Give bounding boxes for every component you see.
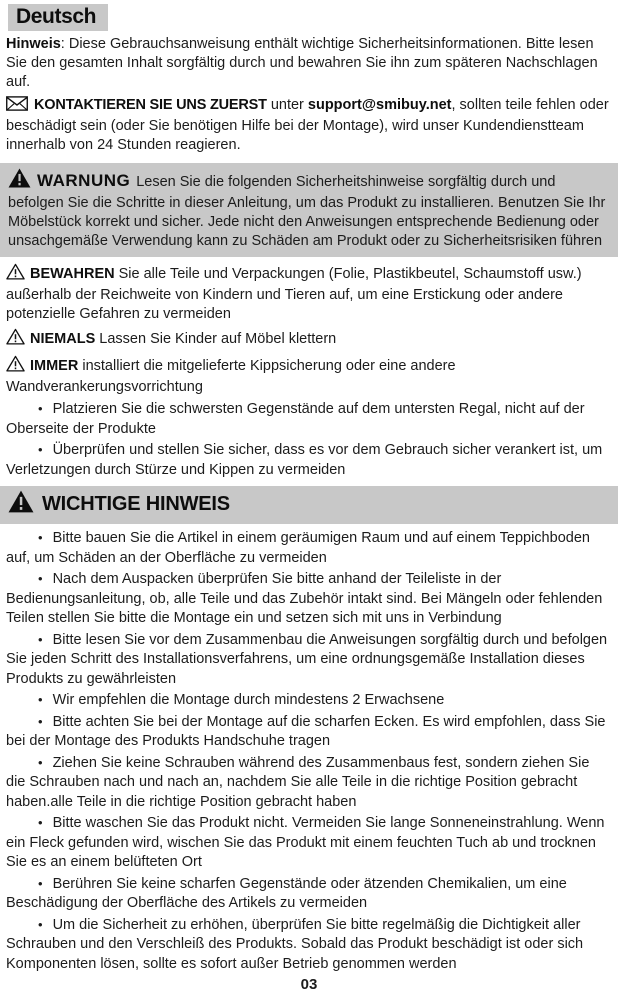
important-bullet-text: Um die Sicherheit zu erhöhen, überprüfen Sie bitte regelmäßig die Dichtigkeit aller Schrauben und den Verschleiß des Produkts. Sobald das Produkt beschädigt ist oder sich Komponenten lösen, sollte es sofort außer Betrieb genommen werden xyxy=(6,916,584,972)
important-bullet-text: Berühren Sie keine scharfen Gegenstände oder ätzenden Chemikalien, um eine Beschädigung der Oberfläche des Artikels zu vermeiden xyxy=(6,875,567,911)
important-bullet xyxy=(6,690,612,711)
safety-item-text: Lassen Sie Kinder auf Möbel klettern xyxy=(95,331,337,347)
language-header: Deutsch xyxy=(8,4,108,31)
safety-item-bewahren xyxy=(6,263,612,324)
bullet-icon: • xyxy=(38,754,43,770)
notice-label: Hinweis xyxy=(6,36,61,52)
important-bullet-text: Bitte lesen Sie vor dem Zusammenbau die Anweisungen sorgfältig durch und befolgen Sie jeden Schritt des Installationsverfahrens, um eine ordnungsgemäße Installation dieses Produkts zu gewährleisten xyxy=(6,631,608,687)
warning-triangle-icon xyxy=(8,168,31,194)
important-bullet-text: Bitte bauen Sie die Artikel in einem geräumigen Raum und auf einem Teppichboden auf, um Schäden an der Oberfläche zu vermeiden xyxy=(6,530,590,566)
safety-bullet xyxy=(6,399,612,439)
bullet-icon: • xyxy=(38,401,43,416)
bullet-icon: • xyxy=(38,713,43,729)
important-notes-header xyxy=(0,486,618,524)
important-bullet xyxy=(6,569,612,629)
contact-email: support@smibuy.net xyxy=(307,97,452,113)
bullet-icon: • xyxy=(38,530,43,545)
important-notes-title: WICHTIGE HINWEIS xyxy=(42,493,230,515)
warning-title: WARNUNG xyxy=(37,171,131,190)
contact-paragraph xyxy=(6,96,612,155)
warning-triangle-icon xyxy=(8,490,34,519)
important-bullet xyxy=(6,753,612,813)
important-bullet xyxy=(6,813,612,873)
important-bullet-text: Bitte waschen Sie das Produkt nicht. Vermeiden Sie lange Sonneneinstrahlung. Wenn ein Fleck gefunden wird, wischen Sie das Produkt mit einem feuchten Tuch ab und trocknen Sie es an einem belüfteten Ort xyxy=(6,815,605,870)
bullet-icon: • xyxy=(38,875,43,891)
caution-triangle-icon xyxy=(6,328,25,351)
important-bullet xyxy=(6,712,612,752)
important-bullet-text: Ziehen Sie keine Schrauben während des Zusammenbaus fest, sondern ziehen Sie die Schrauben nach und nach an, nachdem Sie alle Teile in die richtige Position gebracht haben.alle Teile in die richtige Position gebracht haben xyxy=(6,754,590,810)
caution-triangle-icon xyxy=(6,263,25,286)
bullet-icon: • xyxy=(38,442,43,457)
safety-item-label: NIEMALS xyxy=(30,331,96,347)
contact-rest: , sollten teile fehlen oder beschädigt sein (oder Sie benötigen Hilfe bei der Montage), wird unser Kundendienstteam innerhalb von 24 Stunden reagieren. xyxy=(6,97,609,153)
bullet-icon: • xyxy=(38,916,43,932)
important-bullet xyxy=(6,528,612,568)
important-bullet-text: Bitte achten Sie bei der Montage auf die scharfen Ecken. Es wird empfohlen, dass Sie bei der Montage des Produkts Handschuhe tragen xyxy=(6,713,606,749)
important-bullet xyxy=(6,630,612,690)
important-bullet-text: Wir empfehlen die Montage durch mindestens 2 Erwachsene xyxy=(52,692,445,708)
warning-text: Lesen Sie die folgenden Sicherheitshinweise sorgfältig durch und befolgen Sie die Schritte in dieser Anleitung, um das Produkt zu installieren. Benutzen Sie Ihr Möbelstück korrekt und sicher. Jede nicht den Anweisungen entsprechende Bedienung oder unsachgemäße Verwendung kann zu Schäden am Produkt oder zu Sicherheitsrisiken führen xyxy=(8,174,606,249)
important-bullet xyxy=(6,874,612,914)
bullet-icon: • xyxy=(38,692,43,707)
page-number: 03 xyxy=(300,976,318,993)
safety-item-text: Sie alle Teile und Verpackungen (Folie, Plastikbeutel, Schaumstoff usw.) außerhalb der Reichweite von Kindern und Tieren auf, um eine Erstickung oder andere potenzielle Gefahren zu vermeiden xyxy=(6,266,582,322)
warning-block xyxy=(0,163,618,257)
safety-bullet-text: Platzieren Sie die schwersten Gegenstände auf dem untersten Regal, nicht auf der Oberseite der Produkte xyxy=(6,401,585,437)
bullet-icon: • xyxy=(38,571,43,586)
contact-mid: unter xyxy=(266,97,308,113)
caution-triangle-icon xyxy=(6,355,25,378)
safety-item-text: installiert die mitgelieferte Kippsicherung oder eine andere Wandverankerungsvorrichtung xyxy=(6,358,456,395)
important-bullet-text: Nach dem Auspacken überprüfen Sie bitte anhand der Teileliste in der Bedienungsanleitung, ob, alle Teile und das Zubehör intakt sind. Bei Mängeln oder fehlenden Teilen stellen Sie bitte die Montage ein und setzen sich mit uns in Verbindung xyxy=(6,571,603,626)
safety-item-immer xyxy=(6,355,612,397)
safety-item-label: IMMER xyxy=(30,358,79,374)
safety-item-label: BEWAHREN xyxy=(30,266,115,282)
bullet-icon: • xyxy=(38,815,43,830)
safety-bullet-text: Überprüfen und stellen Sie sicher, dass es vor dem Gebrauch sicher verankert ist, um Verletzungen durch Stürze und Kippen zu vermeiden xyxy=(6,442,603,478)
notice-text: : Diese Gebrauchsanweisung enthält wichtige Sicherheitsinformationen. Bitte lesen Sie den gesamten Inhalt sorgfältig durch und bewahren Sie ihn zum späteren Nachschlagen auf. xyxy=(6,36,598,90)
envelope-icon xyxy=(6,96,28,117)
bullet-icon: • xyxy=(38,631,43,647)
safety-item-niemals xyxy=(6,328,612,351)
safety-bullet xyxy=(6,440,612,480)
important-bullet xyxy=(6,915,612,975)
notice-paragraph xyxy=(6,35,612,92)
contact-label: KONTAKTIEREN SIE UNS ZUERST xyxy=(34,97,267,113)
